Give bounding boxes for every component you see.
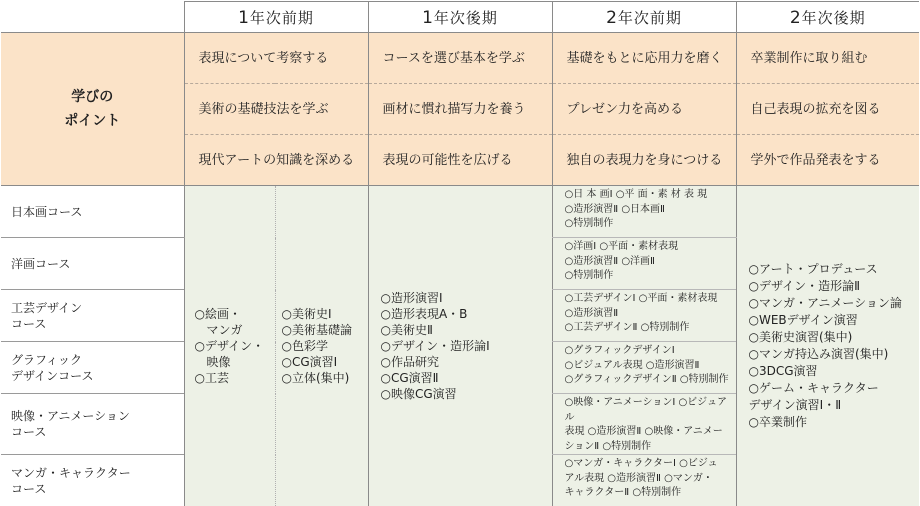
subject-item: 映像 [195, 354, 275, 370]
subject-item: ○色彩学 [282, 338, 368, 354]
subject-item: ○マンガ・アニメーション論 [749, 295, 920, 312]
y1-first-list-a [184, 186, 275, 506]
subject-item: ○アート・プロデュース [749, 261, 920, 278]
course-name: 映像・アニメーション コース [1, 394, 184, 455]
header-y1-second: 1年次後期 [368, 2, 552, 33]
y1-second-list [368, 186, 552, 506]
point-cell: 卒業制作に取り組む [736, 33, 919, 84]
subject-item: ○デザイン・造形論Ⅰ [381, 338, 552, 354]
header-y1-first: 1年次前期 [184, 2, 368, 33]
point-cell: 表現の可能性を広げる [368, 135, 552, 186]
course-row [1, 186, 919, 238]
subject-item: ○造形演習Ⅰ [381, 290, 552, 306]
course-name: 工芸デザイン コース [1, 290, 184, 342]
point-cell: 独自の表現力を身につける [552, 135, 736, 186]
point-cell: コースを選び基本を学ぶ [368, 33, 552, 84]
subject-item: ○デザイン・ [195, 338, 275, 354]
subject-item: ○絵画・ [195, 306, 275, 322]
course-name: 日本画コース [1, 186, 184, 238]
y2-first-course-subjects: ○グラフィックデザインⅠ ○ビジュアル表現 ○造形演習Ⅱ ○グラフィックデザインⅡ ○特別制作 [552, 342, 736, 394]
y2-first-course-subjects: ○日 本 画Ⅰ ○平 面・素 材 表 現 ○造形演習Ⅱ ○日本画Ⅱ ○特別制作 [552, 186, 736, 238]
subject-item: ○美術史Ⅰ [282, 306, 368, 322]
subject-item: ○立体(集中) [282, 370, 368, 386]
point-cell: 画材に慣れ描写力を養う [368, 84, 552, 135]
points-label: 学びの ポイント [1, 33, 184, 186]
point-cell: 学外で作品発表をする [736, 135, 919, 186]
y2-first-course-subjects: ○工芸デザインⅠ ○平面・素材表現 ○造形演習Ⅱ ○工芸デザインⅡ ○特別制作 [552, 290, 736, 342]
point-cell: プレゼン力を高める [552, 84, 736, 135]
subject-item: ○WEBデザイン演習 [749, 312, 920, 329]
subject-item: ○工芸 [195, 370, 275, 386]
y2-first-course-subjects: ○マンガ・キャラクターⅠ ○ビジュ アル表現 ○造形演習Ⅱ ○マンガ・ キャラクターⅡ ○特別制作 [552, 455, 736, 506]
header-blank [1, 2, 184, 33]
subject-item: ○卒業制作 [749, 414, 920, 431]
y2-first-course-subjects: ○映像・アニメーションⅠ ○ビジュアル 表現 ○造形演習Ⅱ ○映像・アニメー ションⅡ ○特別制作 [552, 394, 736, 455]
subject-item: ○美術史演習(集中) [749, 329, 920, 346]
curriculum-table [1, 1, 919, 506]
y2-second-list [736, 186, 919, 506]
point-cell: 表現について考察する [184, 33, 368, 84]
point-cell: 美術の基礎技法を学ぶ [184, 84, 368, 135]
y1-first-list-b [275, 186, 368, 506]
subject-item: ○CG演習Ⅰ [282, 354, 368, 370]
subject-item: ○映像CG演習 [381, 386, 552, 402]
subject-item: ○マンガ持込み演習(集中) [749, 346, 920, 363]
point-cell: 基礎をもとに応用力を磨く [552, 33, 736, 84]
subject-item: ○美術基礎論 [282, 322, 368, 338]
header-y2-second: 2年次後期 [736, 2, 919, 33]
subject-item: デザイン演習Ⅰ・Ⅱ [749, 397, 920, 414]
subject-item: ○デザイン・造形論Ⅱ [749, 278, 920, 295]
subject-item: ○CG演習Ⅱ [381, 370, 552, 386]
header-row [1, 2, 919, 33]
course-name: マンガ・キャラクター コース [1, 455, 184, 506]
subject-item: ○美術史Ⅱ [381, 322, 552, 338]
header-y2-first: 2年次前期 [552, 2, 736, 33]
point-cell: 自己表現の拡充を図る [736, 84, 919, 135]
y2-first-course-subjects: ○洋画Ⅰ ○平面・素材表現 ○造形演習Ⅱ ○洋画Ⅱ ○特別制作 [552, 238, 736, 290]
course-name: グラフィック デザインコース [1, 342, 184, 394]
point-cell: 現代アートの知識を深める [184, 135, 368, 186]
subject-item: ○造形表現A・B [381, 306, 552, 322]
subject-item: ○作品研究 [381, 354, 552, 370]
course-name: 洋画コース [1, 238, 184, 290]
subject-item: ○3DCG演習 [749, 363, 920, 380]
points-row [1, 33, 919, 84]
subject-item: ○ゲーム・キャラクター [749, 380, 920, 397]
subject-item: マンガ [195, 322, 275, 338]
